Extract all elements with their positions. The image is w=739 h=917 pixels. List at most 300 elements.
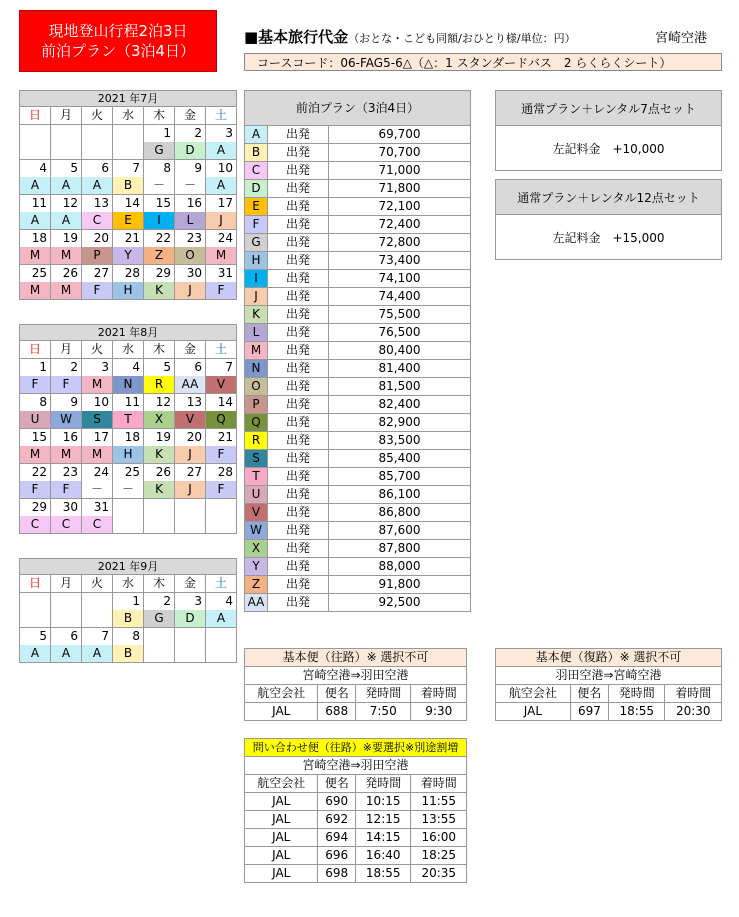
calendar-price-code: G xyxy=(144,610,175,628)
price-value: 81,400 xyxy=(329,360,471,378)
airport-label: 宮崎空港 xyxy=(655,31,708,46)
price-row xyxy=(245,378,471,396)
calendar-date xyxy=(175,499,206,517)
calendar-price-code: M xyxy=(20,446,51,464)
calendar-price-code xyxy=(175,516,206,534)
weekday-label: 水 xyxy=(113,575,144,593)
price-header xyxy=(244,26,576,47)
weekday-label: 木 xyxy=(144,575,175,593)
price-value: 72,100 xyxy=(329,198,471,216)
calendar-august xyxy=(19,324,237,534)
plan-title-box xyxy=(19,10,217,72)
calendar-price-code: B xyxy=(113,177,144,195)
calendar-price-code: C xyxy=(51,516,82,534)
price-code: U xyxy=(245,486,268,504)
flight-table-title: 基本便（復路）※ 選択不可 xyxy=(496,649,722,667)
calendar-price-code: J xyxy=(175,446,206,464)
price-code: O xyxy=(245,378,268,396)
calendar-date: 8 xyxy=(20,394,51,412)
flight-cell: 690 xyxy=(318,793,356,811)
calendar-price-code: V xyxy=(175,411,206,429)
calendar-price-code: M xyxy=(206,247,237,265)
calendar-date: 5 xyxy=(20,628,51,646)
price-value: 87,600 xyxy=(329,522,471,540)
calendar-price-code: A xyxy=(51,212,82,230)
flight-table-title: 問い合わせ便（往路）※要選択※別途割増 xyxy=(245,739,467,757)
price-row xyxy=(245,540,471,558)
departure-label: 出発 xyxy=(268,234,329,252)
calendar-date xyxy=(20,593,51,611)
flight-cell: 20:30 xyxy=(665,703,722,721)
price-table-wrap xyxy=(244,90,471,612)
price-value: 76,500 xyxy=(329,324,471,342)
flight-cell: 20:35 xyxy=(411,865,467,883)
calendar-price-code: M xyxy=(20,247,51,265)
flights-return xyxy=(495,648,722,721)
calendar-price-code: F xyxy=(20,376,51,394)
calendar-date: 8 xyxy=(144,160,175,178)
calendar-price-code: J xyxy=(206,212,237,230)
flight-route: 宮崎空港⇒羽田空港 xyxy=(245,757,467,775)
calendar-price-code: K xyxy=(144,481,175,499)
flight-cell: 7:50 xyxy=(355,703,411,721)
calendar-price-code: M xyxy=(51,247,82,265)
calendar-price-code: P xyxy=(82,247,113,265)
calendar-price-code: R xyxy=(144,376,175,394)
flight-cell: 694 xyxy=(318,829,356,847)
calendar-date: 2 xyxy=(51,359,82,377)
departure-label: 出発 xyxy=(268,504,329,522)
price-code: R xyxy=(245,432,268,450)
calendar-price-code: Z xyxy=(144,247,175,265)
calendar-date: 20 xyxy=(175,429,206,447)
rental-12-title: 通常プラン＋レンタル12点セット xyxy=(496,180,722,215)
calendar-price-code: － xyxy=(175,177,206,195)
calendar-date: 29 xyxy=(144,265,175,283)
calendar-date: 2 xyxy=(175,125,206,143)
flight-cell: 16:00 xyxy=(411,829,467,847)
calendar-price-code: F xyxy=(206,481,237,499)
flight-cell: 18:55 xyxy=(355,865,411,883)
price-row xyxy=(245,144,471,162)
calendar-price-code: A xyxy=(206,142,237,160)
calendar-date: 1 xyxy=(20,359,51,377)
price-value: 85,400 xyxy=(329,450,471,468)
calendar-price-code xyxy=(144,516,175,534)
calendar-price-code xyxy=(82,610,113,628)
weekday-label: 土 xyxy=(206,575,237,593)
calendar-date: 16 xyxy=(175,195,206,213)
plan-title-line2: 前泊プラン（3泊4日） xyxy=(40,42,196,60)
flight-col-header: 航空会社 xyxy=(496,685,571,703)
price-row xyxy=(245,468,471,486)
departure-label: 出発 xyxy=(268,540,329,558)
price-row xyxy=(245,216,471,234)
flight-col-header: 発時間 xyxy=(355,685,411,703)
flight-row xyxy=(245,865,467,883)
calendar-price-code: L xyxy=(175,212,206,230)
flight-col-header: 便名 xyxy=(570,685,608,703)
calendar-price-code: H xyxy=(113,446,144,464)
calendar-price-code: A xyxy=(82,645,113,663)
flights-outbound xyxy=(244,648,467,721)
calendar-date xyxy=(51,593,82,611)
calendar-september xyxy=(19,558,237,663)
weekday-label: 金 xyxy=(175,341,206,359)
calendar-price-code: W xyxy=(51,411,82,429)
flight-cell: 688 xyxy=(318,703,356,721)
calendar-date: 13 xyxy=(82,195,113,213)
flight-cell: 9:30 xyxy=(411,703,467,721)
calendar-date: 7 xyxy=(113,160,144,178)
calendar-price-code: A xyxy=(20,645,51,663)
calendar-date: 11 xyxy=(20,195,51,213)
calendar-date: 15 xyxy=(20,429,51,447)
calendar-price-code: K xyxy=(144,282,175,300)
calendar-price-code: K xyxy=(144,446,175,464)
weekday-label: 金 xyxy=(175,107,206,125)
weekday-label: 火 xyxy=(82,575,113,593)
price-code: D xyxy=(245,180,268,198)
calendar-price-code xyxy=(51,142,82,160)
weekday-label: 月 xyxy=(51,341,82,359)
flight-route: 羽田空港⇒宮崎空港 xyxy=(496,667,722,685)
departure-label: 出発 xyxy=(268,306,329,324)
flight-row xyxy=(245,829,467,847)
price-value: 92,500 xyxy=(329,594,471,612)
weekday-label: 木 xyxy=(144,341,175,359)
price-row xyxy=(245,180,471,198)
flight-col-header: 着時間 xyxy=(411,775,467,793)
price-code: I xyxy=(245,270,268,288)
calendar-price-code xyxy=(206,516,237,534)
calendar-price-code: B xyxy=(113,610,144,628)
flight-row xyxy=(245,811,467,829)
calendar-price-code: M xyxy=(51,282,82,300)
calendar-date: 16 xyxy=(51,429,82,447)
calendar-date: 12 xyxy=(51,195,82,213)
flight-col-header: 航空会社 xyxy=(245,685,318,703)
calendar-price-code xyxy=(20,610,51,628)
weekday-label: 日 xyxy=(20,575,51,593)
flight-cell: JAL xyxy=(245,793,318,811)
flight-cell: 12:15 xyxy=(355,811,411,829)
calendar-date xyxy=(82,593,113,611)
weekday-label: 金 xyxy=(175,575,206,593)
calendar-date: 6 xyxy=(175,359,206,377)
price-code: P xyxy=(245,396,268,414)
calendar-date: 3 xyxy=(206,125,237,143)
price-row xyxy=(245,162,471,180)
calendar-price-code: F xyxy=(82,282,113,300)
calendar-date: 18 xyxy=(113,429,144,447)
calendar-price-code: U xyxy=(20,411,51,429)
price-row xyxy=(245,432,471,450)
calendar-price-code: F xyxy=(51,481,82,499)
price-value: 72,800 xyxy=(329,234,471,252)
calendar-price-code: C xyxy=(82,212,113,230)
calendar-date: 27 xyxy=(175,464,206,482)
calendar-date: 7 xyxy=(82,628,113,646)
calendar-date: 6 xyxy=(51,628,82,646)
flight-row xyxy=(245,793,467,811)
flight-cell: 18:25 xyxy=(411,847,467,865)
price-code: C xyxy=(245,162,268,180)
price-row xyxy=(245,360,471,378)
flights-inquiry xyxy=(244,738,467,883)
price-value: 74,100 xyxy=(329,270,471,288)
price-row xyxy=(245,324,471,342)
price-value: 71,000 xyxy=(329,162,471,180)
calendar-price-code: M xyxy=(82,376,113,394)
departure-label: 出発 xyxy=(268,522,329,540)
calendar-date xyxy=(175,628,206,646)
calendar-price-code: F xyxy=(20,481,51,499)
calendar-date xyxy=(51,125,82,143)
calendar-date: 1 xyxy=(113,593,144,611)
calendar-price-code: X xyxy=(144,411,175,429)
calendar-date: 12 xyxy=(144,394,175,412)
price-row xyxy=(245,234,471,252)
price-code: G xyxy=(245,234,268,252)
calendar-date: 21 xyxy=(206,429,237,447)
price-row xyxy=(245,522,471,540)
calendar-price-code: M xyxy=(51,446,82,464)
calendar-title: 2021 年8月 xyxy=(20,325,237,341)
calendar-date: 6 xyxy=(82,160,113,178)
calendar-price-code: － xyxy=(82,481,113,499)
price-row xyxy=(245,252,471,270)
calendar-price-code: A xyxy=(20,212,51,230)
calendar-date: 27 xyxy=(82,265,113,283)
calendar-date: 3 xyxy=(175,593,206,611)
calendar-price-code xyxy=(113,516,144,534)
calendar-price-code: B xyxy=(113,645,144,663)
calendar-date: 21 xyxy=(113,230,144,248)
calendar-july xyxy=(19,90,237,300)
calendar-price-code: － xyxy=(113,481,144,499)
calendar-date xyxy=(144,628,175,646)
flight-cell: 13:55 xyxy=(411,811,467,829)
flight-cell: JAL xyxy=(496,703,571,721)
price-value: 69,700 xyxy=(329,126,471,144)
price-value: 83,500 xyxy=(329,432,471,450)
calendar-date: 19 xyxy=(144,429,175,447)
price-value: 88,000 xyxy=(329,558,471,576)
calendar-price-code: C xyxy=(20,516,51,534)
price-code: Q xyxy=(245,414,268,432)
calendar-date: 9 xyxy=(175,160,206,178)
calendar-price-code: A xyxy=(51,177,82,195)
price-row xyxy=(245,198,471,216)
calendar-date: 28 xyxy=(113,265,144,283)
calendar-date: 14 xyxy=(206,394,237,412)
price-code: M xyxy=(245,342,268,360)
calendar-price-code: N xyxy=(113,376,144,394)
price-code: X xyxy=(245,540,268,558)
calendar-date: 24 xyxy=(206,230,237,248)
flight-cell: 698 xyxy=(318,865,356,883)
flight-route: 宮崎空港⇒羽田空港 xyxy=(245,667,467,685)
calendar-price-code: M xyxy=(20,282,51,300)
price-value: 82,400 xyxy=(329,396,471,414)
price-code: V xyxy=(245,504,268,522)
rental-7-title: 通常プラン＋レンタル7点セット xyxy=(496,91,722,126)
flight-col-header: 着時間 xyxy=(665,685,722,703)
flight-table-title: 基本便（往路）※ 選択不可 xyxy=(245,649,467,667)
departure-label: 出発 xyxy=(268,450,329,468)
plan-title-line1: 現地登山行程2泊3日 xyxy=(48,22,188,40)
calendar-price-code: C xyxy=(82,516,113,534)
calendar-price-code xyxy=(144,645,175,663)
calendar-date: 26 xyxy=(51,265,82,283)
price-value: 86,100 xyxy=(329,486,471,504)
calendar-date: 31 xyxy=(82,499,113,517)
calendar-date: 22 xyxy=(20,464,51,482)
calendar-date: 4 xyxy=(20,160,51,178)
flight-cell: 697 xyxy=(570,703,608,721)
calendar-date: 28 xyxy=(206,464,237,482)
calendar-price-code: Y xyxy=(113,247,144,265)
price-row xyxy=(245,594,471,612)
calendar-date: 23 xyxy=(51,464,82,482)
calendar-date xyxy=(82,125,113,143)
flight-col-header: 着時間 xyxy=(411,685,467,703)
calendar-date: 5 xyxy=(51,160,82,178)
price-row xyxy=(245,504,471,522)
price-row xyxy=(245,486,471,504)
departure-label: 出発 xyxy=(268,378,329,396)
calendar-price-code: Q xyxy=(206,411,237,429)
calendar-price-code: F xyxy=(51,376,82,394)
departure-label: 出発 xyxy=(268,576,329,594)
flight-cell: 11:55 xyxy=(411,793,467,811)
price-value: 85,700 xyxy=(329,468,471,486)
calendar-price-code xyxy=(206,645,237,663)
calendar-price-code: I xyxy=(144,212,175,230)
weekday-label: 日 xyxy=(20,341,51,359)
calendar-date xyxy=(113,499,144,517)
flight-col-header: 航空会社 xyxy=(245,775,318,793)
departure-label: 出発 xyxy=(268,342,329,360)
weekday-label: 月 xyxy=(51,575,82,593)
price-value: 71,800 xyxy=(329,180,471,198)
price-code: N xyxy=(245,360,268,378)
weekday-label: 水 xyxy=(113,341,144,359)
flight-col-header: 発時間 xyxy=(608,685,665,703)
price-value: 74,400 xyxy=(329,288,471,306)
calendar-date: 18 xyxy=(20,230,51,248)
calendar-price-code: E xyxy=(113,212,144,230)
calendar-price-code: － xyxy=(144,177,175,195)
flight-cell: 14:15 xyxy=(355,829,411,847)
calendar-price-code xyxy=(82,142,113,160)
rental-7-value: 左記料金 +10,000 xyxy=(496,126,722,171)
price-code: A xyxy=(245,126,268,144)
calendar-date: 8 xyxy=(113,628,144,646)
calendar-title: 2021 年7月 xyxy=(20,91,237,107)
calendar-price-code: M xyxy=(82,446,113,464)
price-code: K xyxy=(245,306,268,324)
calendar-date: 13 xyxy=(175,394,206,412)
price-code: L xyxy=(245,324,268,342)
flight-row xyxy=(496,703,722,721)
price-row xyxy=(245,306,471,324)
calendar-price-code: J xyxy=(175,481,206,499)
rental-12-value: 左記料金 +15,000 xyxy=(496,215,722,260)
departure-label: 出発 xyxy=(268,594,329,612)
departure-label: 出発 xyxy=(268,468,329,486)
calendar-date: 9 xyxy=(51,394,82,412)
flight-cell: JAL xyxy=(245,703,318,721)
calendar-date: 10 xyxy=(206,160,237,178)
calendar-date: 5 xyxy=(144,359,175,377)
calendar-date: 14 xyxy=(113,195,144,213)
calendar-price-code: A xyxy=(82,177,113,195)
calendar-price-code: A xyxy=(206,177,237,195)
calendar-date: 17 xyxy=(82,429,113,447)
price-code: W xyxy=(245,522,268,540)
calendar-date: 15 xyxy=(144,195,175,213)
departure-label: 出発 xyxy=(268,360,329,378)
calendar-price-code: AA xyxy=(175,376,206,394)
flight-col-header: 便名 xyxy=(318,685,356,703)
price-value: 81,500 xyxy=(329,378,471,396)
price-row xyxy=(245,450,471,468)
calendar-date: 7 xyxy=(206,359,237,377)
calendar-price-code: D xyxy=(175,610,206,628)
calendar-price-code: F xyxy=(206,446,237,464)
price-code: B xyxy=(245,144,268,162)
calendar-price-code: O xyxy=(175,247,206,265)
flight-col-header: 便名 xyxy=(318,775,356,793)
calendar-price-code: T xyxy=(113,411,144,429)
calendar-date: 4 xyxy=(113,359,144,377)
departure-label: 出発 xyxy=(268,216,329,234)
calendar-date: 22 xyxy=(144,230,175,248)
departure-label: 出発 xyxy=(268,432,329,450)
calendar-date: 1 xyxy=(144,125,175,143)
calendar-price-code: H xyxy=(113,282,144,300)
price-header-main: ■基本旅行代金 xyxy=(244,28,349,46)
price-value: 87,800 xyxy=(329,540,471,558)
departure-label: 出発 xyxy=(268,198,329,216)
price-row xyxy=(245,396,471,414)
price-code: T xyxy=(245,468,268,486)
flight-cell: JAL xyxy=(245,865,318,883)
price-value: 91,800 xyxy=(329,576,471,594)
calendar-date xyxy=(206,628,237,646)
price-value: 73,400 xyxy=(329,252,471,270)
calendar-date: 3 xyxy=(82,359,113,377)
calendar-price-code: A xyxy=(20,177,51,195)
weekday-label: 土 xyxy=(206,341,237,359)
weekday-label: 火 xyxy=(82,341,113,359)
price-value: 72,400 xyxy=(329,216,471,234)
rental-box-7 xyxy=(495,90,722,171)
departure-label: 出発 xyxy=(268,252,329,270)
price-code: J xyxy=(245,288,268,306)
departure-label: 出発 xyxy=(268,324,329,342)
calendar-price-code xyxy=(113,142,144,160)
price-code: AA xyxy=(245,594,268,612)
calendar-price-code xyxy=(20,142,51,160)
calendar-date: 2 xyxy=(144,593,175,611)
price-row xyxy=(245,270,471,288)
departure-label: 出発 xyxy=(268,162,329,180)
calendar-price-code: G xyxy=(144,142,175,160)
calendar-price-code: D xyxy=(175,142,206,160)
